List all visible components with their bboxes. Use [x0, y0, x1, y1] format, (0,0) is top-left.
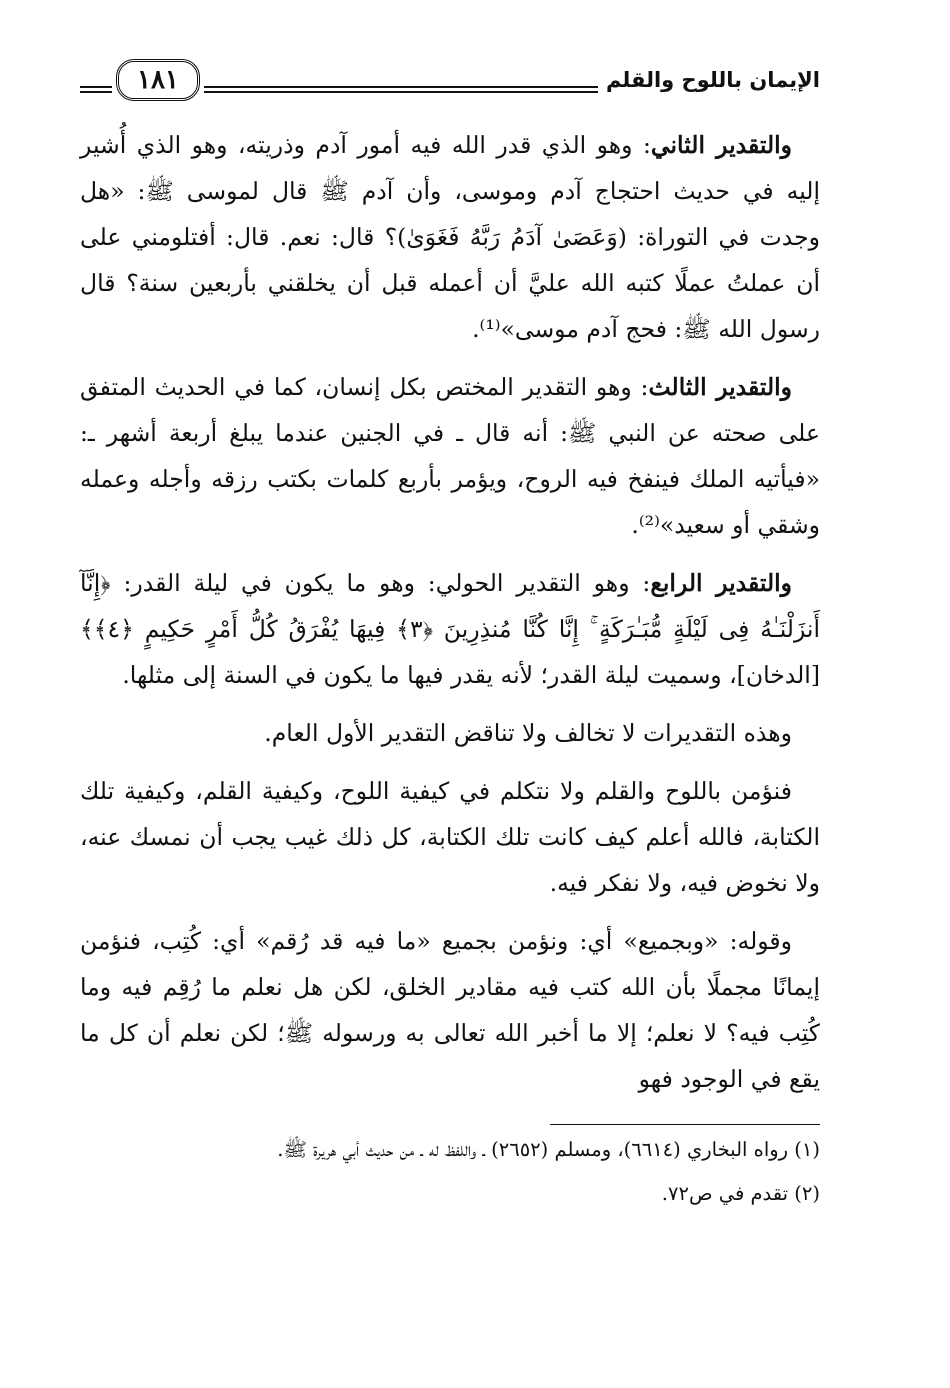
- paragraph-heading: والتقدير الثالث: [648, 373, 792, 401]
- paragraph-text: : وهو التقدير الحولي: وهو ما يكون في ليلة القدر: ﴿إِنَّآ أَنزَلْنَـٰهُ فِى لَيْلَةٍ مُّبَـٰرَكَةٍ ۚ إِنَّا كُنَّا مُنذِرِينَ ﴿٣﴾ فِيهَا يُفْرَقُ كُلُّ أَمْرٍ حَكِيمٍ ﴿٤﴾﴾ [الدخان]، وسميت ليلة القدر؛ لأنه يقدر فيها ما يكون في السنة إلى مثلها.: [80, 569, 821, 689]
- paragraph: [80, 560, 820, 698]
- footnote-separator: [550, 1124, 820, 1125]
- running-title: الإيمان باللوح والقلم: [605, 68, 820, 92]
- paragraph-text: : وهو الذي قدر الله فيه أمور آدم وذريته، وهو الذي أُشير إليه في حديث احتجاج آدم وموسى، وأن آدم ﷺ قال لموسى ﷺ: «هل وجدت في التوراة: (وَعَصَىٰ آدَمُ رَبَّهُ فَغَوَىٰ)؟ قال: نعم. قال: أفتلومني على أن عملتُ عملًا كتبه الله عليَّ أن أعمله قبل أن يخلقني بأربعين سنة؟ قال رسول الله ﷺ: فحج آدم موسى»⁽¹⁾.: [80, 131, 820, 343]
- main-text: [80, 122, 820, 1102]
- paragraph: [80, 364, 820, 548]
- paragraph-text: فنؤمن باللوح والقلم ولا نتكلم في كيفية اللوح، وكيفية القلم، وكيفية تلك الكتابة، فالله أعلم كيف كانت تلك الكتابة، كل ذلك غيب يجب أن نمسك عنه، ولا نخوض فيه، ولا نفكر فيه.: [80, 777, 820, 897]
- paragraph-text: وقوله: «وبجميع» أي: ونؤمن بجميع «ما فيه قد رُقم» أي: كُتِب، فنؤمن إيمانًا مجملًا بأن الله كتب فيه مقادير الخلق، لكن هل نعلم ما رُقِم فيه وما كُتِب فيه؟ لا نعلم؛ إلا ما أخبر الله تعالى به ورسوله ﷺ؛ لكن نعلم أن كل ما يقع في الوجود فهو: [80, 927, 820, 1093]
- footnote: (١) رواه البخاري (٦٦١٤)، ومسلم (٢٦٥٢) ـ واللفظ له ـ من حديث أبي هريرة ﷺ.: [277, 1138, 820, 1161]
- footnote: (٢) تقدم في ص٧٢.: [661, 1182, 820, 1205]
- paragraph: [80, 710, 820, 756]
- footnotes: [80, 1131, 820, 1213]
- paragraph: [80, 122, 820, 352]
- paragraph-heading: والتقدير الثاني: [650, 131, 793, 159]
- header-rule: [204, 86, 598, 93]
- book-page: [80, 52, 820, 1219]
- page-header: [80, 52, 820, 108]
- paragraph-text: وهذه التقديرات لا تخالف ولا تناقض التقدير الأول العام.: [264, 719, 792, 747]
- paragraph: [80, 918, 820, 1102]
- paragraph: [80, 768, 820, 906]
- paragraph-text: : وهو التقدير المختص بكل إنسان، كما في الحديث المتفق على صحته عن النبي ﷺ: أنه قال ـ في الجنين عندما يبلغ أربعة أشهر ـ: «فيأتيه الملك فينفخ فيه الروح، ويؤمر بأربع كلمات بكتب رزقه وأجله وعمله وشقي أو سعيد»⁽²⁾.: [80, 373, 820, 539]
- page-number: ١٨١: [116, 59, 200, 101]
- header-rule-short: [80, 86, 112, 93]
- paragraph-heading: والتقدير الرابع: [650, 569, 792, 597]
